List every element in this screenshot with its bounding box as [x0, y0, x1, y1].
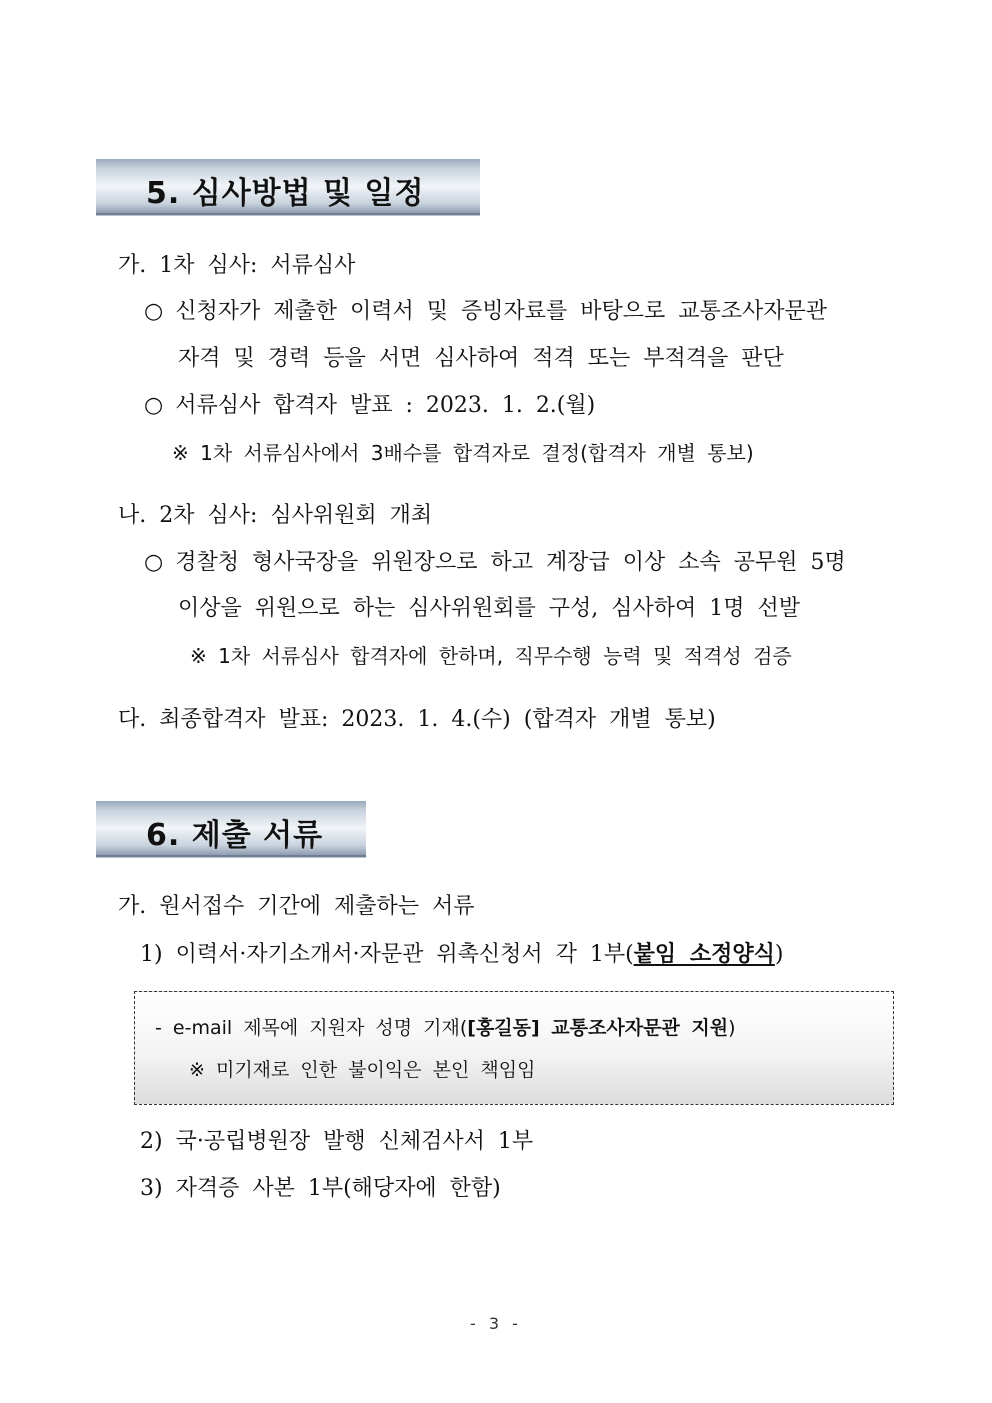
section-5-item-a-bullet-1-cont: 자격 및 경력 등을 서면 심사하여 적격 또는 부적격을 판단: [178, 346, 784, 371]
item-emphasis: 붙임 소정양식: [633, 941, 775, 967]
section-5-item-b-bullet-1: [144, 549, 846, 577]
section-6-item-2: 2) 국·공립병원장 발행 신체검사서 1부: [140, 1129, 534, 1154]
section-5-item-a-heading: 가. 1차 심사: 서류심사: [118, 253, 356, 278]
item-text: 1) 이력서·자기소개서·자문관 위촉신청서 각 1부(: [140, 942, 634, 967]
section-5-item-a-bullet-2: [144, 392, 595, 420]
section-6-item-3: 3) 자격증 사본 1부(해당자에 한함): [140, 1176, 501, 1201]
section-6-item-a-heading: 가. 원서접수 기간에 제출하는 서류: [118, 894, 475, 919]
section-5-item-b-note: ※ 1차 서류심사 합격자에 한하며, 직무수행 능력 및 적격성 검증: [190, 644, 792, 668]
section-5-item-b-heading: 나. 2차 심사: 심사위원회 개최: [118, 503, 433, 528]
bullet-circle-icon: ○: [144, 299, 164, 324]
notice-line-2: ※ 미기재로 인한 불이익은 본인 책임임: [189, 1059, 536, 1081]
item-close: ): [774, 942, 784, 967]
notice-line-1: [155, 1016, 736, 1040]
bullet-text: 신청자가 제출한 이력서 및 증빙자료를 바탕으로 교통조사자문관: [175, 299, 827, 324]
section-5-header: [96, 159, 480, 215]
email-notice-box: [134, 991, 894, 1105]
notice-text: - e-mail 제목에 지원자 성명 기재(: [155, 1017, 468, 1039]
section-6-item-1: [140, 940, 783, 969]
section-6-header: [96, 801, 366, 857]
section-5-item-a-bullet-1: [144, 298, 827, 326]
notice-close: ): [728, 1017, 736, 1039]
section-6-title: 6. 제출 서류: [146, 818, 324, 853]
section-5-item-a-note: ※ 1차 서류심사에서 3배수를 합격자로 결정(합격자 개별 통보): [172, 441, 754, 465]
section-5-item-b-bullet-1-cont: 이상을 위원으로 하는 심사위원회를 구성, 심사하여 1명 선발: [178, 596, 800, 621]
page-number: - 3 -: [470, 1314, 522, 1333]
bullet-text: 서류심사 합격자 발표 : 2023. 1. 2.(월): [175, 393, 596, 418]
section-5-title: 5. 심사방법 및 일정: [146, 176, 425, 211]
section-5-item-c-heading: 다. 최종합격자 발표: 2023. 1. 4.(수) (합격자 개별 통보): [118, 707, 716, 732]
bullet-circle-icon: ○: [144, 393, 164, 418]
notice-emphasis: [홍길동] 교통조사자문관 지원: [467, 1017, 729, 1039]
bullet-circle-icon: ○: [144, 550, 164, 575]
bullet-text: 경찰청 형사국장을 위원장으로 하고 계장급 이상 소속 공무원 5명: [175, 550, 846, 575]
